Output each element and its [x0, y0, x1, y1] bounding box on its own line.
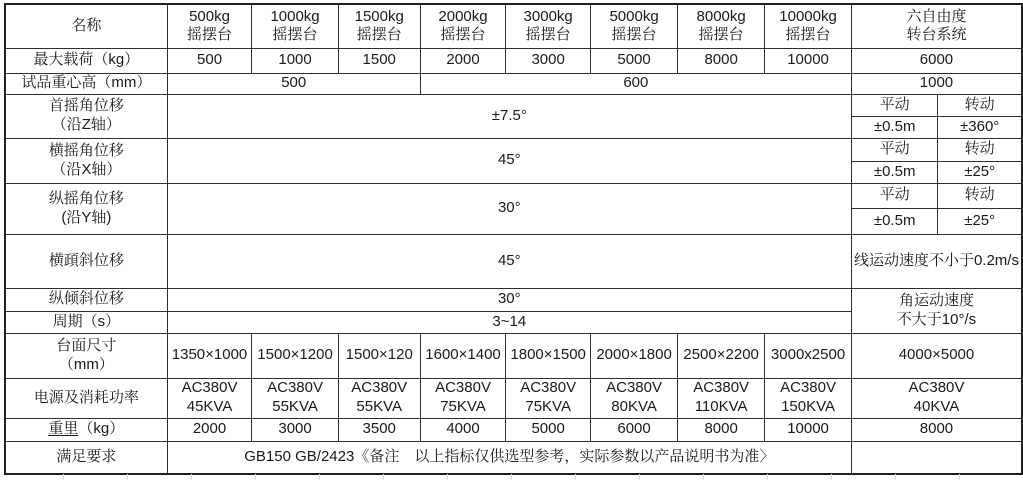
value-cell: ±7.5° [167, 94, 851, 138]
kva: 45KVA [186, 398, 233, 415]
kva: 110KVA [694, 398, 748, 415]
value-cell: 10000 [765, 418, 852, 441]
row-label-weight-unit: （kg） [78, 420, 125, 438]
voltage: AC380V [520, 379, 577, 397]
row-label-line: 纵摇角位移 [48, 189, 124, 207]
row-pitch-tilt [5, 288, 1022, 311]
motion-type-cell: 转动 [938, 94, 1022, 116]
row-label-requirement: 满足要求 [5, 441, 167, 474]
value-cell: 1350×1000 [167, 333, 252, 378]
voltage: AC380V [351, 379, 408, 397]
value-cell: 1500×1200 [252, 333, 338, 378]
col-header-2000kg [420, 4, 506, 48]
power-cell [420, 378, 506, 418]
col-header-5000kg [591, 4, 678, 48]
value-cell: 8000 [678, 418, 765, 441]
value-cell: 3000x2500 [765, 333, 852, 378]
angular-speed-line: 不大于10°/s [896, 310, 977, 328]
col-header-name: 名称 [5, 4, 167, 48]
voltage: AC380V [693, 379, 750, 397]
value-cell: 4000×5000 [851, 333, 1022, 378]
kva: 40KVA [913, 398, 960, 415]
power-cell [252, 378, 338, 418]
row-label-line: 横摇角位移 [48, 141, 124, 159]
row-requirement [5, 441, 1022, 474]
row-label-line: （沿Z轴） [51, 116, 121, 133]
product-capacity: 1000kg [270, 7, 320, 25]
col-header-six-dof [851, 4, 1022, 48]
row-roll [5, 138, 1022, 161]
value-cell: 3~14 [167, 311, 851, 333]
value-cell: 1000 [851, 73, 1022, 94]
row-label-power: 电源及消耗功率 [5, 378, 167, 418]
product-capacity: 六自由度 [906, 7, 967, 25]
row-label-roll-tilt: 横頙斜位移 [5, 234, 167, 288]
product-capacity: 500kg [189, 7, 230, 25]
row-label-period: 周期（s） [5, 311, 167, 333]
row-label-line: (沿Y轴) [61, 208, 112, 226]
kva: 75KVA [525, 398, 571, 415]
voltage: AC380V [606, 379, 662, 397]
value-cell: 1500×120 [338, 333, 420, 378]
motion-value-cell: ±360° [938, 116, 1022, 138]
power-cell [167, 378, 252, 418]
power-cell [506, 378, 591, 418]
col-header-1500kg [338, 4, 420, 48]
row-power [5, 378, 1022, 418]
row-label-max-load: 最大载荷（kg） [5, 48, 167, 73]
value-cell: 3500 [338, 418, 420, 441]
col-header-1000kg [252, 4, 338, 48]
value-cell: 30° [167, 183, 851, 234]
row-max-load [5, 48, 1022, 73]
value-cell: 6000 [591, 418, 678, 441]
col-header-3000kg [506, 4, 591, 48]
motion-value-cell: ±0.5m [851, 161, 937, 183]
row-label-pitch [5, 183, 167, 234]
value-cell: 500 [167, 73, 420, 94]
value-cell: 2000 [420, 48, 506, 73]
voltage: AC380V [780, 379, 836, 397]
value-cell: 1800×1500 [506, 333, 591, 378]
value-cell: 2000 [167, 418, 252, 441]
value-cell: 4000 [420, 418, 506, 441]
value-cell: 1500 [338, 48, 420, 73]
row-label-line: 台面尺寸 [56, 336, 117, 354]
motion-value-cell: ±0.5m [851, 208, 937, 234]
col-header-10000kg [765, 4, 852, 48]
value-cell: 2500×2200 [678, 333, 765, 378]
value-cell: 8000 [851, 418, 1022, 441]
motion-type-cell: 平动 [851, 138, 937, 161]
voltage: AC380V [181, 379, 238, 397]
col-header-8000kg [678, 4, 765, 48]
value-cell: 6000 [851, 48, 1022, 73]
value-cell: 3000 [252, 418, 338, 441]
row-label-weight [5, 418, 167, 441]
row-label-roll [5, 138, 167, 183]
row-label-pitch-tilt: 纵倾斜位移 [5, 288, 167, 311]
value-cell: 3000 [506, 48, 591, 73]
row-label-line: 首摇角位移 [48, 97, 124, 115]
angular-speed-note [851, 288, 1022, 333]
motion-type-cell: 转动 [938, 183, 1022, 208]
motion-value-cell: ±25° [938, 208, 1022, 234]
empty-cell [851, 441, 1022, 474]
row-label-line: （mm） [58, 355, 114, 373]
product-capacity: 1500kg [354, 7, 404, 25]
power-cell [851, 378, 1022, 418]
row-pitch [5, 183, 1022, 208]
row-label-line: （沿X轴） [51, 160, 122, 178]
row-roll-tilt [5, 234, 1022, 288]
product-type: 摇摆台 [611, 26, 657, 44]
spreadsheet-gridline-remnant [0, 474, 1023, 480]
product-type: 摇摆台 [356, 26, 402, 44]
power-cell [678, 378, 765, 418]
value-cell: 45° [167, 234, 851, 288]
product-type: 摇摆台 [440, 26, 486, 44]
power-cell [765, 378, 852, 418]
angular-speed-line: 角运动速度 [898, 291, 974, 309]
product-capacity: 5000kg [609, 7, 659, 25]
row-table-size [5, 333, 1022, 378]
product-type: 摇摆台 [187, 26, 233, 44]
product-type: 摇摆台 [785, 26, 831, 44]
value-cell: 8000 [678, 48, 765, 73]
row-yaw [5, 94, 1022, 116]
header-row [5, 4, 1022, 48]
value-cell: 5000 [591, 48, 678, 73]
product-capacity: 2000kg [438, 7, 488, 25]
kva: 150KVA [781, 398, 836, 415]
row-cg-height [5, 73, 1022, 94]
power-cell [338, 378, 420, 418]
voltage: AC380V [267, 379, 323, 397]
voltage: AC380V [435, 379, 491, 397]
kva: 55KVA [356, 398, 403, 415]
motion-value-cell: ±25° [938, 161, 1022, 183]
linear-speed-note: 线运动速度不小于0.2m/s [851, 234, 1022, 288]
product-type: 转台系统 [906, 26, 967, 44]
kva: 80KVA [611, 398, 657, 415]
value-cell: 30° [167, 288, 851, 311]
power-cell [591, 378, 678, 418]
col-header-500kg [167, 4, 252, 48]
spec-table [4, 3, 1023, 475]
row-label-weight-text: 重里 [48, 420, 79, 438]
product-type: 摇摆台 [698, 26, 744, 44]
product-type: 摇摆台 [525, 26, 571, 44]
row-label-yaw [5, 94, 167, 138]
motion-type-cell: 平动 [851, 183, 937, 208]
value-cell: 1000 [252, 48, 338, 73]
value-cell: 5000 [506, 418, 591, 441]
product-capacity: 10000kg [779, 7, 837, 25]
value-cell: 10000 [765, 48, 852, 73]
product-capacity: 8000kg [696, 7, 746, 25]
kva: 55KVA [272, 398, 318, 415]
row-label-table-size [5, 333, 167, 378]
value-cell: 600 [420, 73, 851, 94]
value-cell: 45° [167, 138, 851, 183]
kva: 75KVA [440, 398, 486, 415]
motion-type-cell: 转动 [938, 138, 1022, 161]
product-type: 摇摆台 [272, 26, 318, 44]
value-cell: 2000×1800 [591, 333, 678, 378]
product-capacity: 3000kg [523, 7, 573, 25]
voltage: AC380V [908, 379, 965, 397]
requirement-note: GB150 GB/2423《备注 以上指标仅供选型参考，实际参数以产品说明书为准〉 [167, 441, 851, 474]
value-cell: 1600×1400 [420, 333, 506, 378]
row-label-cg-height: 试品重心高（mm） [5, 73, 167, 94]
motion-type-cell: 平动 [851, 94, 937, 116]
motion-value-cell: ±0.5m [851, 116, 937, 138]
value-cell: 500 [167, 48, 252, 73]
row-weight [5, 418, 1022, 441]
